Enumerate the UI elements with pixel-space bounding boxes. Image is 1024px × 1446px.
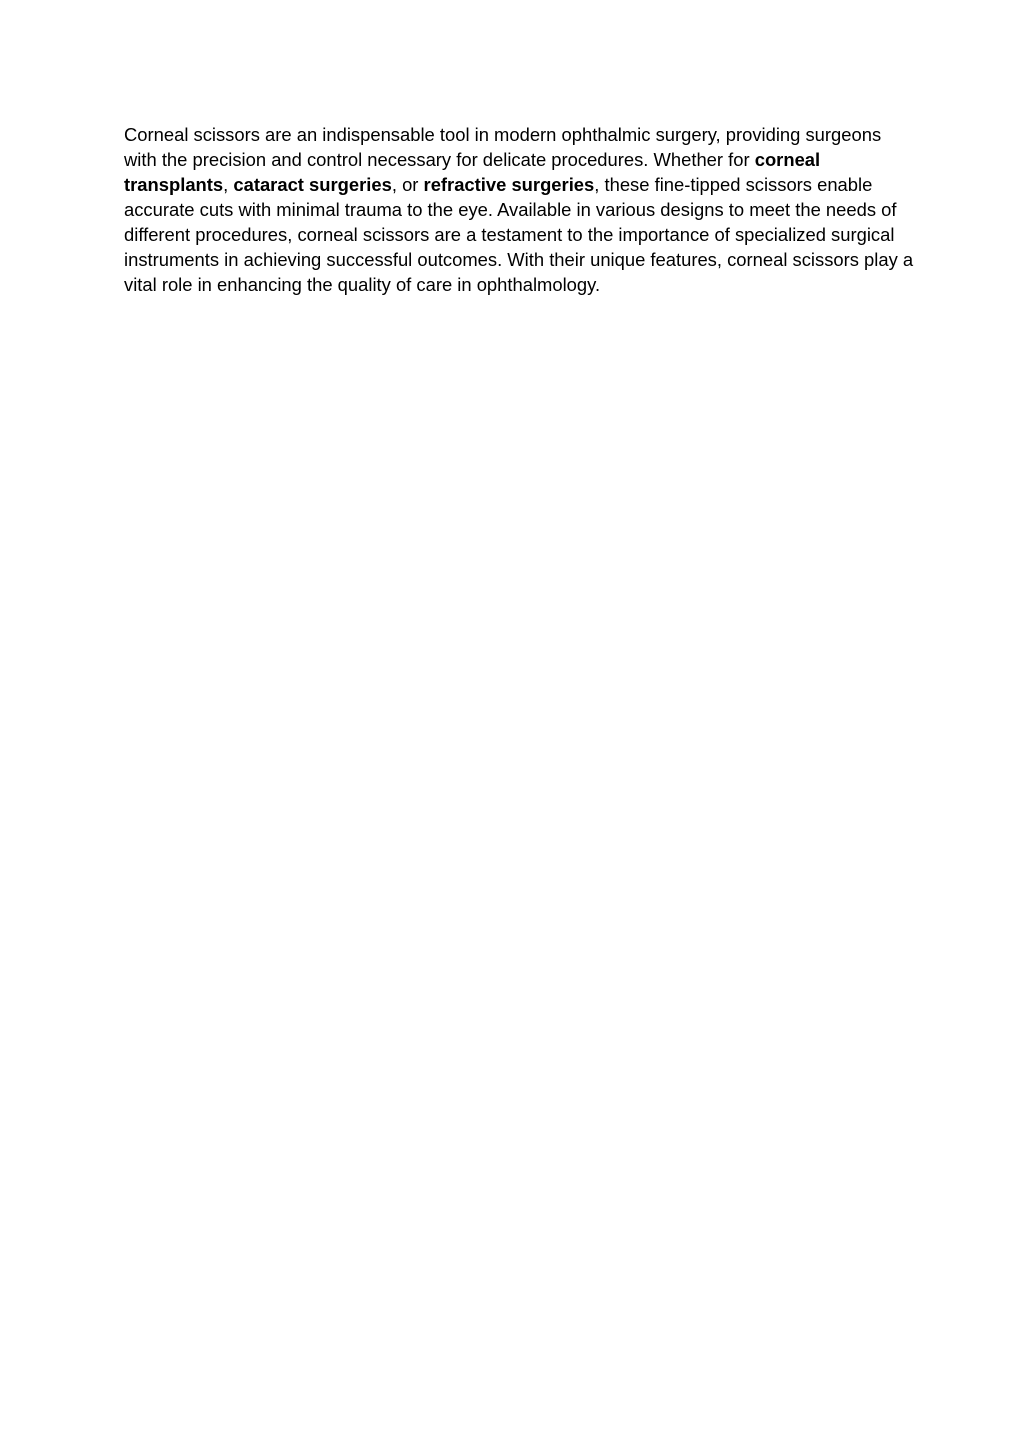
paragraph-text-start: Corneal scissors are an indispensable tool in modern ophthalmic surgery, providing surgeons with the precision and control necessary for delicate procedures. Whether for [124, 124, 882, 170]
bold-term-refractive-surgeries: refractive surgeries [423, 174, 595, 195]
paragraph-separator: , [223, 174, 234, 195]
paragraph-separator: , or [391, 174, 424, 195]
paragraph-text-end: , these fine-tipped scissors enable accurate cuts with minimal trauma to the eye. Available in various designs to meet the needs of different procedures, corneal scissors are a testament to the importance of specialized surgical instruments in achieving successful outcomes. With their unique features, corneal scissors play a vital role in enhancing the quality of care in ophthalmology. [124, 174, 914, 295]
bold-term-cataract-surgeries: cataract surgeries [233, 174, 392, 195]
bold-term-corneal-transplants: corneal transplants [124, 149, 821, 195]
body-paragraph [124, 122, 914, 297]
